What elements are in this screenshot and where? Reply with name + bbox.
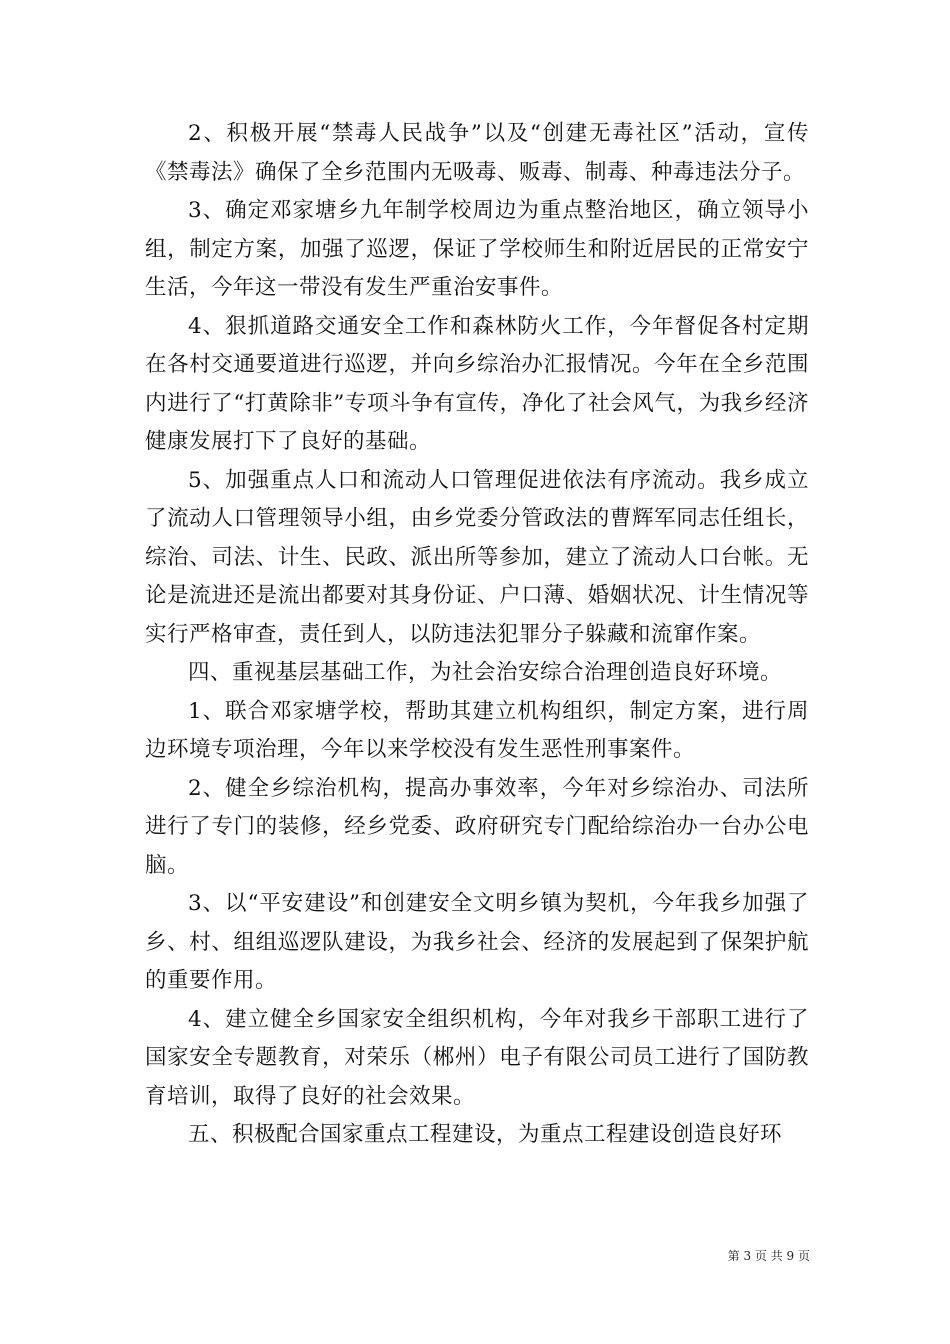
paragraph-item-2-office-improvement: 2、健全乡综治机构，提高办事效率，今年对乡综治办、司法所进行了专门的装修，经乡党委、政府研究专门配给综治办一台办公电脑。 (145, 775, 809, 878)
page-number: 第 3 页 共 9 页 (727, 1249, 810, 1263)
document-body (145, 115, 809, 1155)
section-heading-four: 四、重视基层基础工作，为社会治安综合治理创造良好环境。 (188, 660, 783, 685)
paragraph-item-4-traffic-safety: 4、狠抓道路交通安全工作和森林防火工作，今年督促各村定期在各村交通要道进行巡逻，并向乡综治办汇报情况。今年在全乡范围内进行了“打黄除非”专项斗争有宣传，净化了社会风气，为我乡经济健康发展打下了良好的基础。 (145, 313, 809, 454)
section-heading-five: 五、积极配合国家重点工程建设，为重点工程建设创造良好环 (188, 1122, 783, 1147)
paragraph-item-3-safety-construction: 3、以“平安建设”和创建安全文明乡镇为契机，今年我乡加强了乡、村、组组巡逻队建设，为我乡社会、经济的发展起到了保架护航的重要作用。 (145, 891, 809, 993)
paragraph-item-4-national-security: 4、建立健全乡国家安全组织机构，今年对我乡干部职工进行了国家安全专题教育，对荣乐（郴州）电子有限公司员工进行了国防教育培训，取得了良好的社会效果。 (145, 1006, 809, 1109)
paragraph-item-5-population-management: 5、加强重点人口和流动人口管理促进依法有序流动。我乡成立了流动人口管理领导小组，由乡党委分管政法的曹辉军同志任组长，综治、司法、计生、民政、派出所等参加，建立了流动人口台帐。无论是流进还是流出都要对其身份证、户口薄、婚姻状况、计生情况等实行严格审查，责任到人，以防违法犯罪分子躲藏和流窜作案。 (145, 467, 809, 647)
paragraph-item-3-school-area: 3、确定邓家塘乡九年制学校周边为重点整治地区，确立领导小组，制定方案，加强了巡逻，保证了学校师生和附近居民的正常安宁生活，今年这一带没有发生严重治安事件。 (145, 198, 809, 300)
paragraph-item-2-anti-drug: 2、积极开展“禁毒人民战争”以及“创建无毒社区”活动，宣传《禁毒法》确保了全乡范围内无吸毒、贩毒、制毒、种毒违法分子。 (145, 121, 809, 185)
paragraph-item-1-school-cooperation: 1、联合邓家塘学校，帮助其建立机构组织，制定方案，进行周边环境专项治理，今年以来学校没有发生恶性刑事案件。 (145, 698, 809, 762)
